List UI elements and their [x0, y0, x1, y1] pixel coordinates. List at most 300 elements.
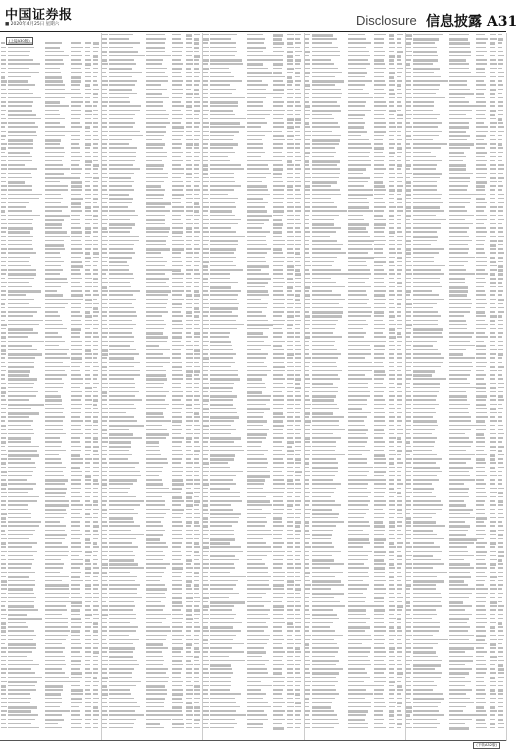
table-row [101, 576, 200, 579]
table-cell [247, 622, 266, 623]
table-cell [146, 59, 164, 60]
table-cell [8, 719, 35, 720]
table-cell [186, 635, 191, 636]
table-row [101, 475, 200, 478]
table-cell [210, 412, 237, 413]
table-cell [85, 63, 91, 66]
table-row [101, 349, 200, 352]
table-column [202, 33, 304, 741]
table-cell [71, 59, 81, 60]
table-cell [8, 97, 41, 98]
table-cell [210, 668, 231, 669]
table-cell [172, 647, 183, 650]
table-cell [247, 194, 270, 195]
table-cell [287, 727, 292, 728]
table-cell [71, 496, 83, 497]
table-cell [109, 672, 132, 673]
table-cell [273, 328, 282, 329]
table-cell [203, 727, 208, 728]
table-cell [102, 706, 108, 707]
table-cell [210, 110, 232, 113]
table-cell [186, 194, 192, 195]
table-cell [1, 555, 5, 556]
table-cell [45, 618, 68, 619]
table-cell [186, 160, 191, 161]
table-cell [273, 278, 284, 279]
table-cell [186, 290, 191, 291]
table-cell [203, 273, 209, 274]
table-cell [146, 47, 166, 50]
table-cell [146, 391, 169, 392]
table-cell [287, 504, 293, 507]
table-cell [146, 404, 170, 405]
table-cell [93, 546, 99, 547]
table-row [101, 555, 200, 558]
table-row [0, 664, 99, 667]
table-cell [273, 404, 284, 405]
table-cell [109, 357, 134, 360]
table-cell [102, 517, 107, 518]
table-cell [93, 710, 99, 711]
table-cell [93, 311, 99, 312]
table-cell [203, 114, 207, 115]
table-cell [287, 173, 292, 174]
table-cell [93, 72, 98, 73]
table-cell [203, 362, 209, 363]
table-row [202, 72, 301, 75]
table-cell [247, 433, 267, 436]
table-cell [273, 341, 285, 342]
table-row [202, 383, 301, 386]
table-cell [8, 257, 30, 258]
table-cell [194, 357, 200, 358]
table-cell [295, 362, 300, 363]
table-cell [71, 462, 83, 463]
table-cell [287, 437, 293, 438]
table-row [202, 55, 301, 58]
table-row [101, 630, 200, 633]
table-cell [273, 584, 283, 587]
table-cell [1, 471, 7, 474]
table-cell [71, 311, 80, 312]
table-cell [1, 521, 6, 522]
table-cell [8, 534, 33, 535]
table-cell [295, 51, 301, 52]
table-cell [45, 727, 62, 728]
table-cell [210, 181, 235, 182]
table-cell [85, 656, 91, 657]
table-cell [45, 723, 59, 724]
table-cell [8, 328, 33, 331]
table-cell [8, 404, 44, 407]
table-row [0, 429, 99, 432]
table-cell [146, 84, 161, 85]
table-cell [109, 168, 139, 169]
table-cell [203, 202, 208, 203]
table-cell [203, 635, 209, 636]
table-cell [93, 635, 98, 636]
table-cell [210, 429, 235, 430]
table-cell [146, 248, 170, 251]
table-cell [287, 189, 293, 190]
table-cell [186, 189, 193, 190]
table-cell [194, 328, 200, 329]
table-cell [247, 437, 267, 438]
table-cell [194, 706, 200, 709]
table-cell [203, 110, 208, 111]
table-cell [93, 168, 98, 169]
table-cell [210, 374, 238, 375]
table-cell [45, 320, 62, 321]
table-cell [287, 664, 294, 665]
table-cell [45, 248, 66, 249]
table-cell [109, 110, 140, 111]
table-cell [85, 425, 92, 426]
table-cell [203, 55, 208, 56]
table-cell [172, 152, 183, 153]
table-cell [109, 584, 139, 585]
table-cell [247, 244, 267, 245]
table-cell [8, 219, 33, 220]
table-cell [93, 471, 99, 472]
table-cell [203, 723, 208, 724]
table-cell [186, 143, 193, 146]
table-cell [71, 126, 82, 127]
table-cell [71, 55, 82, 56]
table-cell [1, 168, 7, 169]
table-cell [172, 131, 184, 132]
table-cell [1, 437, 6, 438]
table-cell [102, 34, 108, 35]
table-cell [45, 122, 61, 123]
table-row [202, 399, 301, 402]
table-cell [93, 173, 98, 174]
table-cell [93, 252, 99, 255]
table-cell [45, 534, 67, 537]
table-cell [172, 504, 181, 505]
table-cell [45, 719, 64, 722]
table-cell [102, 47, 108, 48]
table-cell [146, 286, 169, 287]
table-cell [295, 147, 300, 148]
table-row [202, 412, 301, 415]
table-cell [273, 689, 283, 690]
table-cell [186, 147, 192, 148]
table-cell [194, 139, 199, 140]
table-cell [172, 471, 183, 472]
table-cell [203, 622, 207, 623]
table-cell [172, 584, 182, 585]
table-cell [210, 479, 232, 480]
table-cell [172, 412, 181, 413]
table-cell [210, 450, 244, 451]
table-cell [172, 492, 181, 493]
table-cell [194, 538, 199, 539]
table-cell [8, 593, 34, 594]
table-row [202, 63, 301, 66]
table-cell [71, 89, 80, 90]
table-cell [45, 97, 65, 98]
table-cell [203, 315, 207, 316]
table-cell [71, 93, 81, 94]
table-cell [102, 433, 107, 434]
table-row [101, 656, 200, 659]
table-cell [8, 320, 43, 321]
table-cell [287, 273, 293, 274]
table-cell [85, 462, 90, 463]
table-cell [194, 194, 199, 195]
table-row [0, 282, 99, 285]
table-row [202, 236, 301, 239]
table-cell [295, 311, 300, 312]
table-row [202, 177, 301, 180]
table-cell [45, 332, 58, 333]
table-cell [210, 467, 230, 468]
table-cell [186, 567, 193, 568]
table-cell [295, 160, 301, 161]
table-cell [247, 236, 266, 237]
table-cell [186, 265, 191, 266]
table-cell [146, 412, 164, 415]
table-cell [273, 282, 285, 283]
table-row [202, 374, 301, 377]
table-cell [203, 336, 207, 337]
table-cell [287, 315, 293, 318]
table-cell [71, 412, 81, 413]
table-cell [273, 156, 285, 157]
table-cell [146, 546, 169, 547]
table-cell [210, 215, 235, 216]
table-row [101, 597, 200, 600]
table-cell [172, 450, 182, 451]
table-cell [194, 559, 198, 560]
table-cell [172, 227, 183, 228]
table-cell [203, 496, 208, 497]
table-cell [287, 236, 293, 237]
table-cell [71, 584, 80, 585]
table-cell [295, 479, 299, 480]
table-cell [287, 601, 294, 602]
table-cell [186, 307, 192, 308]
table-cell [194, 576, 199, 577]
table-cell [172, 135, 183, 136]
table-cell [146, 437, 167, 438]
table-cell [210, 63, 243, 64]
table-cell [85, 265, 91, 266]
table-cell [210, 370, 237, 371]
table-cell [1, 630, 6, 633]
table-cell [210, 693, 241, 694]
table-cell [146, 664, 163, 665]
table-cell [109, 643, 133, 644]
table-cell [109, 164, 132, 165]
table-row [0, 55, 99, 58]
table-cell [71, 273, 81, 274]
table-cell [247, 269, 261, 270]
table-cell [186, 475, 192, 476]
table-cell [8, 307, 41, 308]
table-cell [146, 622, 162, 623]
table-cell [8, 349, 37, 350]
table-row [202, 143, 301, 146]
table-row [202, 336, 301, 339]
table-row [101, 236, 200, 239]
table-cell [71, 219, 80, 220]
table-cell [1, 689, 6, 690]
table-cell [203, 714, 209, 715]
table-cell [210, 177, 233, 178]
table-row [202, 51, 301, 54]
table-cell [287, 366, 294, 367]
table-cell [45, 588, 70, 589]
table-cell [85, 521, 90, 522]
table-cell [71, 84, 80, 85]
table-cell [71, 509, 82, 510]
table-cell [273, 353, 284, 354]
table-cell [194, 555, 199, 556]
table-cell [146, 63, 162, 64]
table-cell [273, 500, 283, 501]
table-cell [273, 521, 282, 522]
table-cell [85, 429, 91, 430]
table-cell [247, 614, 268, 615]
table-cell [109, 555, 135, 556]
table-cell [1, 509, 6, 510]
table-row [101, 240, 200, 243]
table-cell [93, 160, 98, 161]
table-cell [8, 269, 36, 270]
table-row [101, 177, 200, 180]
table-cell [1, 425, 6, 428]
table-cell [194, 177, 198, 178]
table-cell [71, 315, 82, 316]
table-cell [247, 303, 268, 304]
table-cell [1, 702, 7, 703]
table-cell [85, 282, 92, 283]
table-cell [93, 42, 98, 45]
table-cell [85, 723, 90, 724]
table-cell [210, 404, 233, 407]
table-cell [172, 76, 182, 77]
table-cell [8, 635, 36, 636]
table-cell [85, 219, 92, 220]
table-cell [203, 374, 207, 375]
table-cell [8, 672, 35, 673]
table-cell [71, 122, 80, 123]
table-cell [186, 320, 192, 321]
table-cell [71, 42, 82, 43]
table-cell [194, 420, 199, 421]
table-cell [194, 647, 199, 650]
table-cell [287, 59, 292, 62]
table-cell [194, 131, 200, 132]
table-cell [247, 563, 265, 564]
table-cell [203, 311, 209, 312]
table-cell [210, 425, 231, 426]
table-cell [273, 588, 284, 589]
table-cell [71, 215, 80, 216]
table-row [202, 378, 301, 381]
table-cell [8, 160, 32, 161]
table-cell [194, 278, 199, 279]
table-cell [247, 513, 272, 514]
table-cell [93, 681, 99, 682]
table-cell [8, 454, 39, 457]
table-cell [71, 101, 83, 102]
table-cell [273, 55, 282, 56]
table-cell [247, 286, 265, 287]
table-cell [210, 488, 229, 491]
table-cell [194, 311, 200, 312]
table-cell [172, 714, 183, 715]
table-cell [71, 139, 80, 140]
table-cell [287, 710, 293, 711]
table-cell [8, 492, 28, 493]
table-cell [186, 576, 192, 577]
table-cell [102, 504, 106, 505]
table-cell [102, 412, 107, 413]
table-cell [172, 441, 182, 442]
table-cell [194, 387, 199, 388]
table-cell [71, 567, 80, 568]
table-cell [186, 164, 192, 165]
table-cell [146, 122, 171, 123]
table-cell [85, 244, 92, 245]
table-cell [247, 471, 270, 472]
table-cell [146, 668, 168, 669]
table-cell [45, 387, 63, 388]
table-cell [287, 551, 292, 552]
table-cell [71, 534, 82, 535]
table-cell [203, 164, 208, 167]
table-cell [1, 76, 5, 79]
table-cell [85, 559, 90, 562]
table-cell [102, 660, 108, 661]
table-cell [273, 727, 284, 730]
table-cell [194, 660, 199, 661]
table-cell [194, 353, 200, 354]
table-cell [287, 278, 292, 281]
table-cell [210, 122, 240, 125]
table-cell [102, 219, 108, 220]
table-cell [397, 38, 401, 39]
table-cell [45, 194, 62, 195]
table-cell [102, 336, 107, 337]
table-cell [273, 139, 285, 140]
table-cell [1, 647, 7, 648]
table-cell [287, 341, 293, 342]
table-cell [210, 656, 229, 657]
table-cell [102, 643, 107, 644]
table-row [202, 202, 301, 205]
table-cell [102, 252, 107, 253]
table-cell [8, 51, 30, 52]
table-cell [146, 563, 171, 564]
table-cell [203, 210, 208, 211]
table-cell [102, 416, 108, 417]
table-row [101, 244, 200, 247]
table-cell [85, 80, 91, 81]
table-cell [203, 290, 208, 291]
table-cell [109, 714, 144, 715]
table-cell [186, 433, 193, 434]
table-row [202, 685, 301, 688]
table-cell [8, 236, 33, 237]
table-cell [203, 446, 208, 447]
table-cell [186, 601, 193, 602]
table-row [202, 664, 301, 667]
table-cell [102, 492, 107, 493]
